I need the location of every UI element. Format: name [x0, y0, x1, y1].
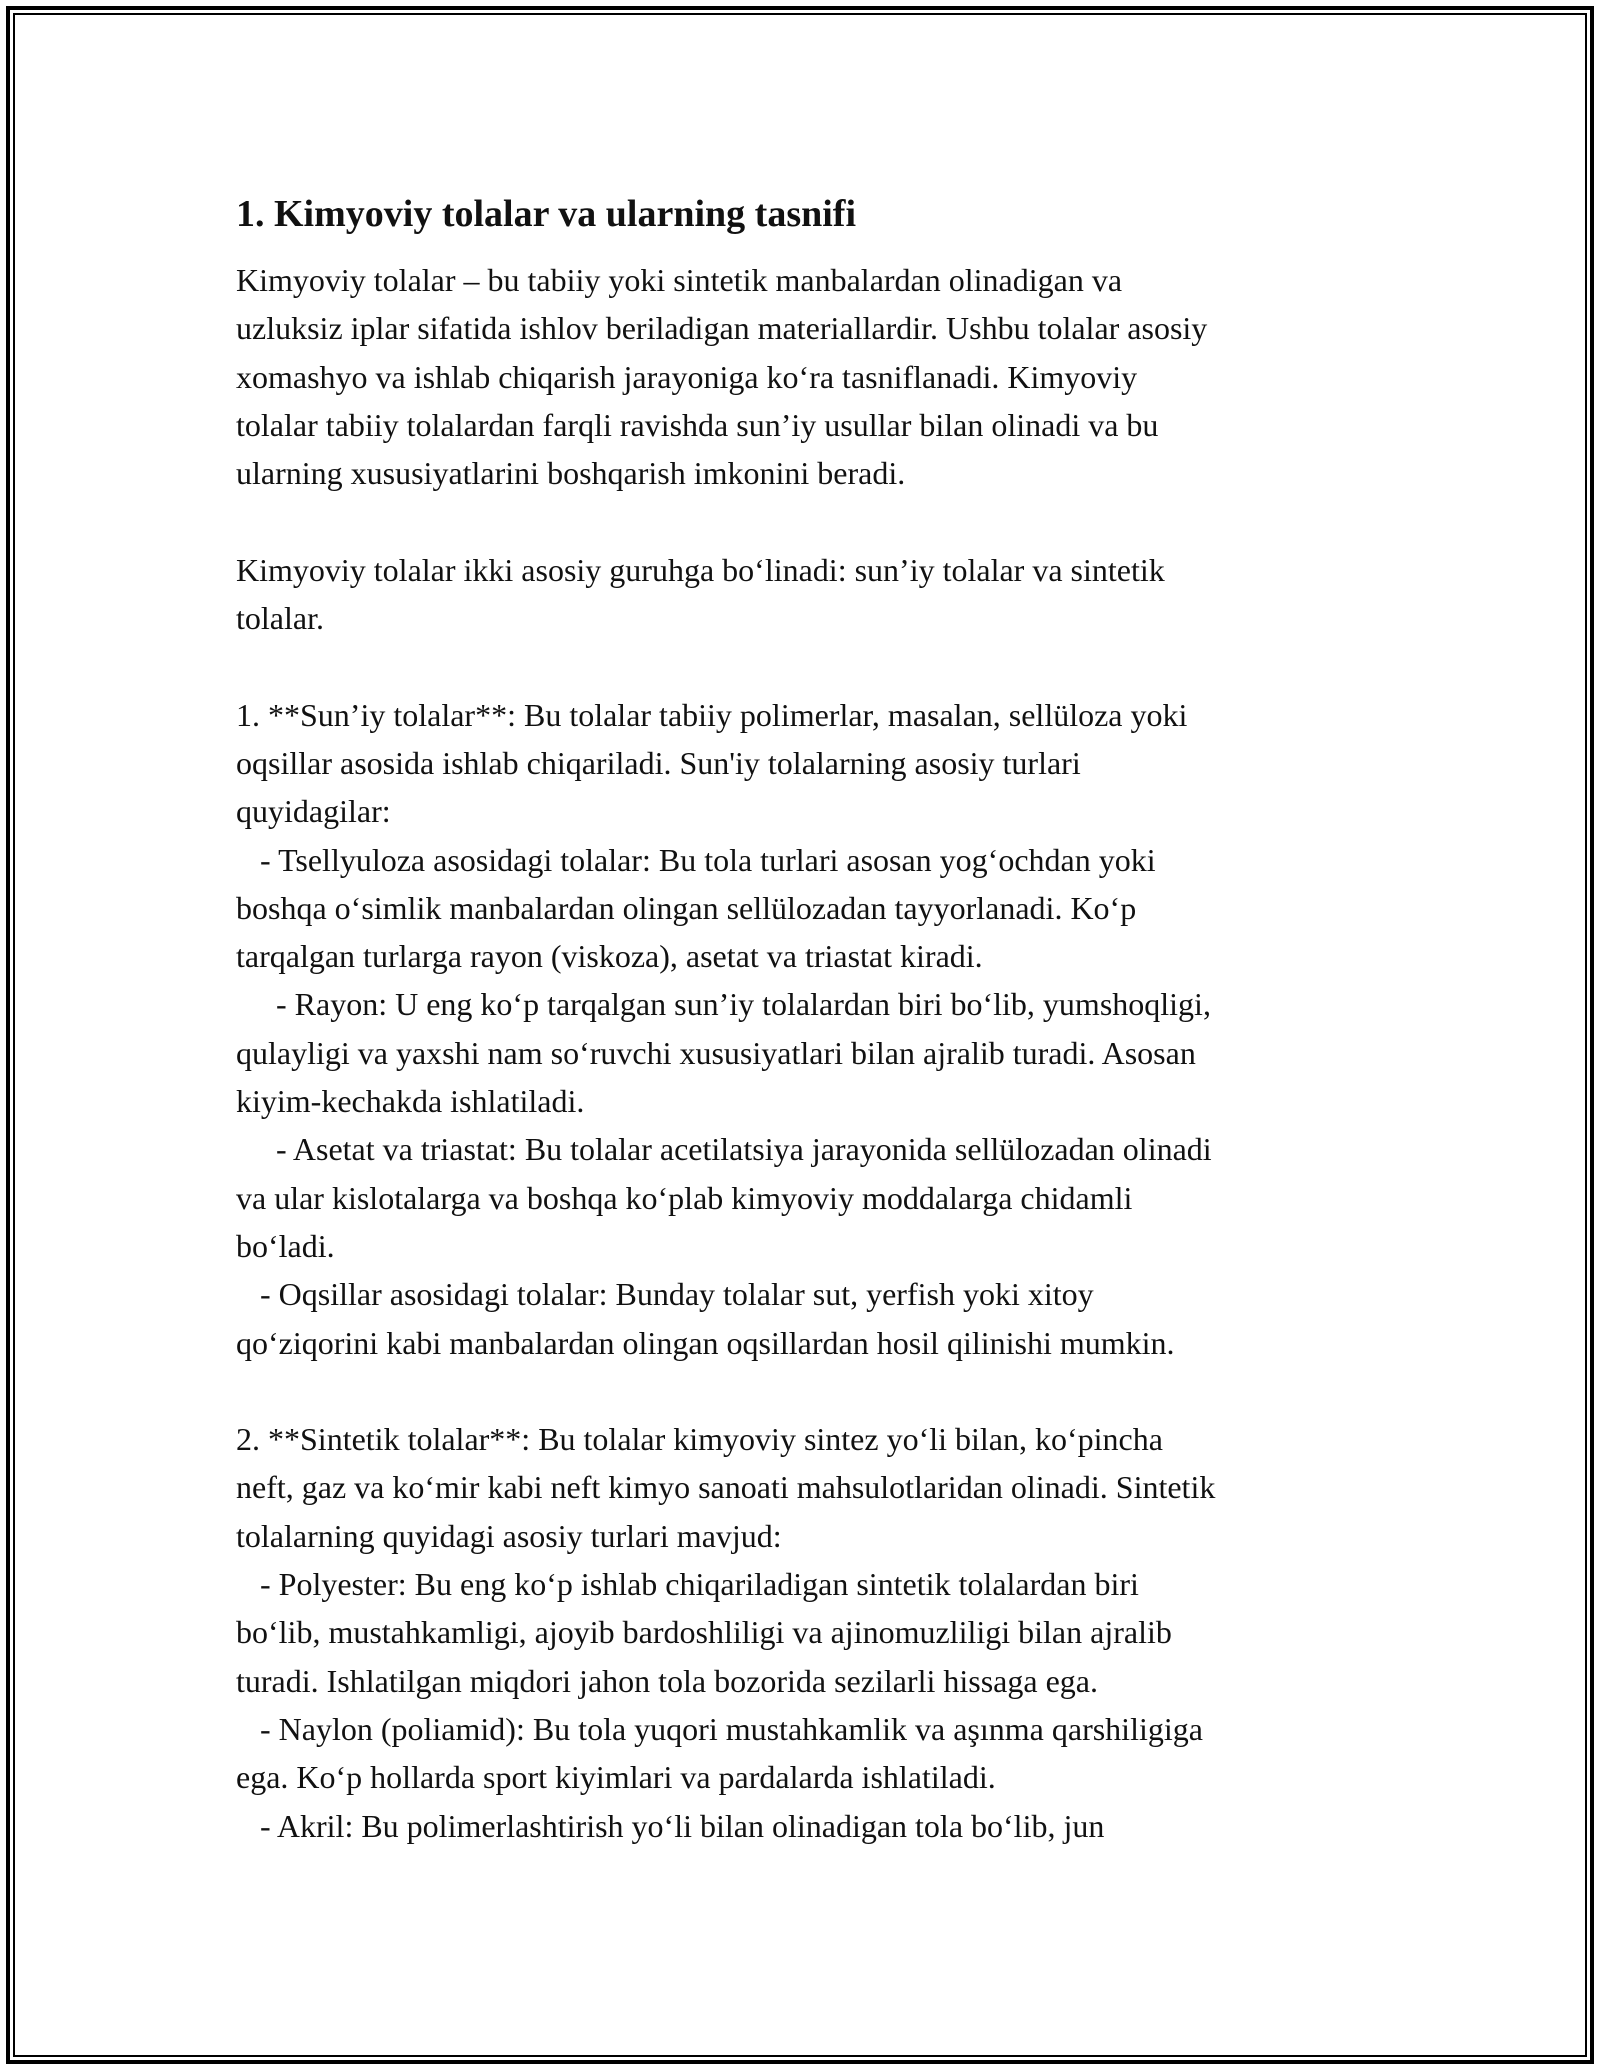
text-line: oqsillar asosida ishlab chiqariladi. Sun'iy tolalarning asosiy turlari: [236, 744, 1081, 781]
text-line: - Tsellyuloza asosidagi tolalar: Bu tola turlari asosan yog‘ochdan yoki: [236, 841, 1156, 878]
text-line: 2. **Sintetik tolalar**: Bu tolalar kimyoviy sintez yo‘li bilan, ko‘pincha: [236, 1421, 1163, 1458]
text-line: ega. Ko‘p hollarda sport kiyimlari va pardalarda ishlatiladi.: [236, 1759, 996, 1796]
text-line: ularning xususiyatlarini boshqarish imkonini beradi.: [236, 455, 906, 492]
text-line: Kimyoviy tolalar – bu tabiiy yoki sintetik manbalardan olinadigan va: [236, 262, 1123, 298]
text-line: bo‘lib, mustahkamligi, ajoyib bardoshliligi va ajinomuzliligi bilan ajralib: [236, 1614, 1172, 1651]
text-line: - Oqsillar asosidagi tolalar: Bunday tolalar sut, yerfish yoki xitoy: [236, 1276, 1094, 1313]
text-line: - Naylon (poliamid): Bu tola yuqori mustahkamlik va aşınma qarshiligiga: [236, 1710, 1203, 1747]
text-line: tolalar tabiiy tolalardan farqli ravishda sun’iy usullar bilan olinadi va bu: [236, 406, 1159, 443]
text-line: - Akril: Bu polimerlashtirish yo‘li bilan olinadigan tola bo‘lib, jun: [236, 1807, 1105, 1844]
paragraph: [236, 546, 1376, 643]
paragraph-gap: [236, 1367, 1376, 1415]
paragraph: [236, 691, 1376, 1367]
text-line: - Polyester: Bu eng ko‘p ishlab chiqariladigan sintetik tolalardan biri: [236, 1566, 1139, 1603]
text-line: tarqalgan turlarga rayon (viskoza), asetat va triastat kiradi.: [236, 938, 983, 975]
text-line: neft, gaz va ko‘mir kabi neft kimyo sanoati mahsulotlaridan olinadi. Sintetik: [236, 1469, 1216, 1506]
text-line: boshqa o‘simlik manbalardan olingan sellülozadan tayyorlanadi. Ko‘p: [236, 889, 1137, 926]
text-line: turadi. Ishlatilgan miqdori jahon tola bozorida sezilarli hissaga ega.: [236, 1662, 1098, 1699]
document-body: [236, 186, 1376, 1850]
paragraph-container: [236, 256, 1376, 1850]
paragraph: [236, 1415, 1376, 1850]
text-line: va ular kislotalarga va boshqa ko‘plab kimyoviy moddalarga chidamli: [236, 1179, 1133, 1216]
text-line: qo‘ziqorini kabi manbalardan olingan oqsillardan hosil qilinishi mumkin.: [236, 1324, 1175, 1361]
text-line: - Asetat va triastat: Bu tolalar acetilatsiya jarayonida sellülozadan olinadi: [236, 1131, 1212, 1168]
text-line: uzluksiz iplar sifatida ishlov beriladigan materiallardir. Ushbu tolalar asosiy: [236, 310, 1208, 347]
text-line: kiyim-kechakda ishlatiladi.: [236, 1083, 585, 1120]
text-line: bo‘ladi.: [236, 1227, 335, 1264]
text-line: xomashyo va ishlab chiqarish jarayoniga ko‘ra tasniflanadi. Kimyoviy: [236, 358, 1138, 395]
text-line: tolalar.: [236, 600, 324, 637]
text-line: quyidagilar:: [236, 793, 391, 830]
paragraph-gap: [236, 497, 1376, 545]
paragraph-gap: [236, 642, 1376, 690]
text-line: 1. **Sun’iy tolalar**: Bu tolalar tabiiy polimerlar, masalan, sellüloza yoki: [236, 696, 1188, 733]
paragraph: [236, 256, 1376, 497]
text-line: qulayligi va yaxshi nam so‘ruvchi xususiyatlari bilan ajralib turadi. Asosan: [236, 1034, 1196, 1071]
text-line: tolalarning quyidagi asosiy turlari mavjud:: [236, 1517, 782, 1554]
section-heading: 1. Kimyoviy tolalar va ularning tasnifi: [236, 193, 857, 235]
text-line: Kimyoviy tolalar ikki asosiy guruhga bo‘linadi: sun’iy tolalar va sintetik: [236, 551, 1165, 588]
text-line: - Rayon: U eng ko‘p tarqalgan sun’iy tolalardan biri bo‘lib, yumshoqligi,: [236, 986, 1211, 1023]
